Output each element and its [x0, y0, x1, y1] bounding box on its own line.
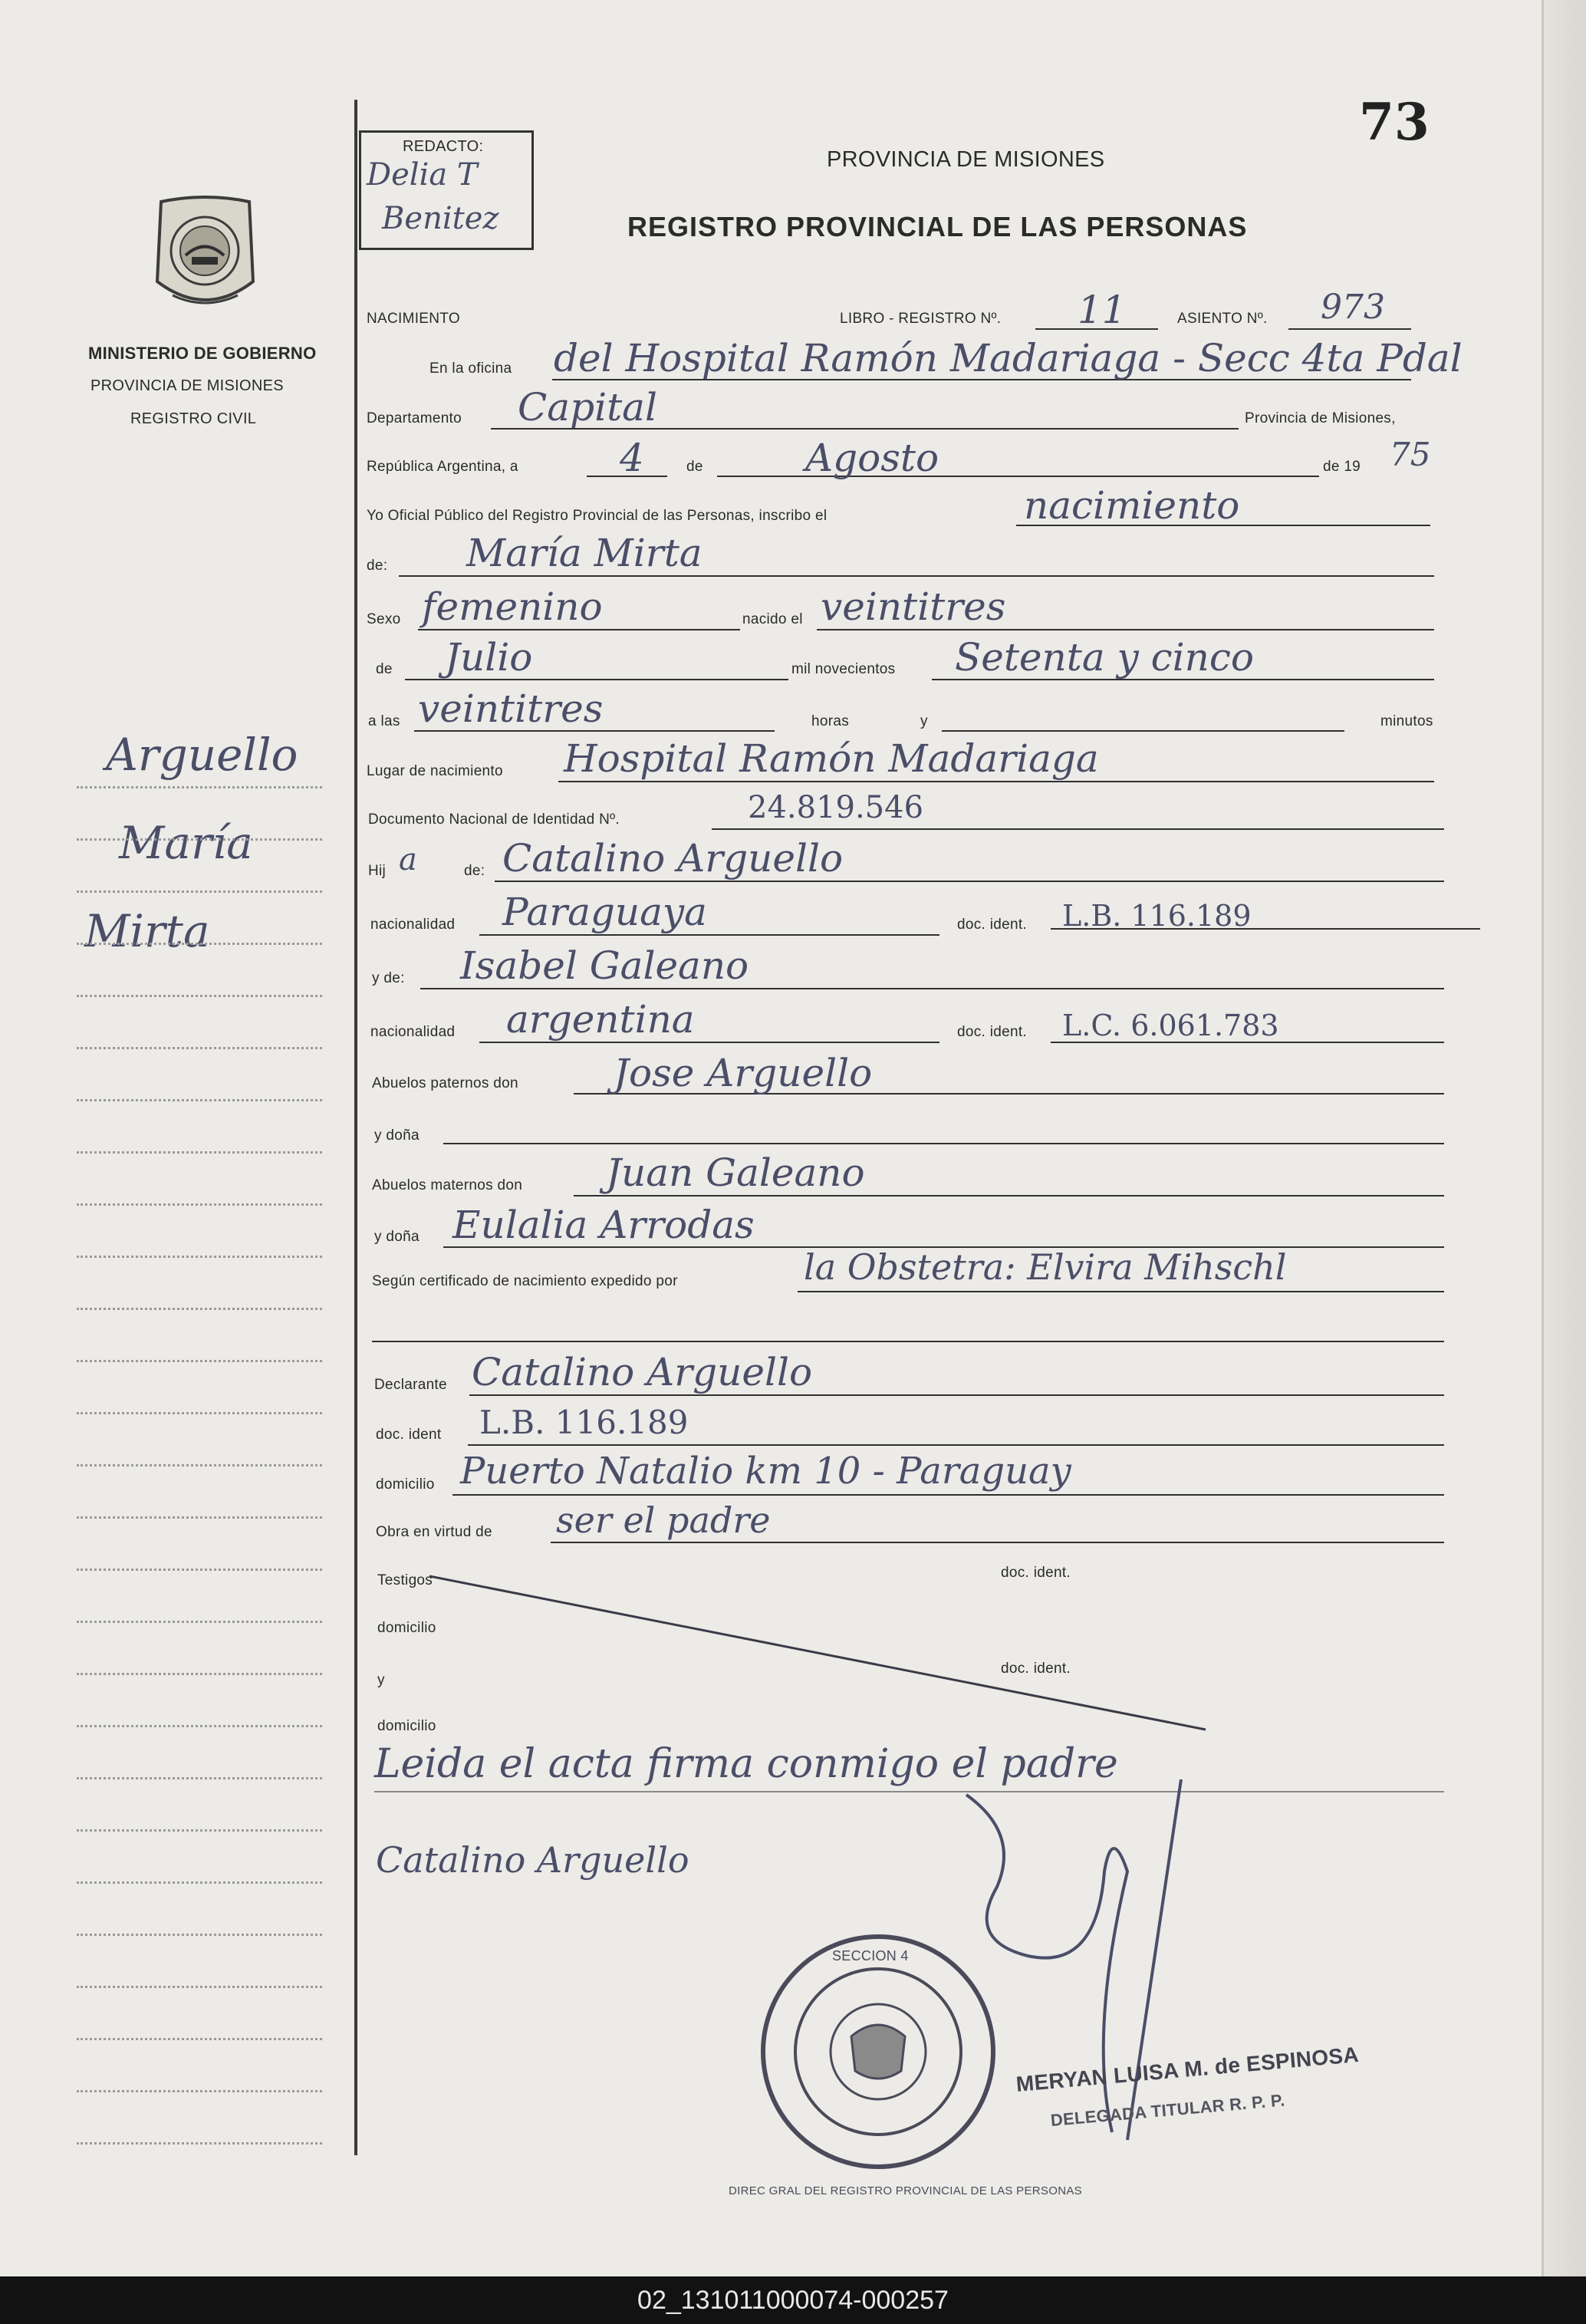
margin-dotted-line — [77, 1986, 322, 1988]
dni-value: 24.819.546 — [748, 790, 924, 825]
cross-out-line — [429, 1565, 1212, 1733]
madre-doc-value: L.C. 6.061.783 — [1062, 1009, 1279, 1042]
margin-dotted-line — [77, 1308, 322, 1310]
padre-doc-label: doc. ident. — [957, 917, 1027, 933]
leida-text: Leida el acta firma conmigo el padre — [374, 1741, 1118, 1787]
margin-dotted-line — [77, 1829, 322, 1832]
testigo1-domicilio-label: domicilio — [377, 1620, 436, 1636]
ab-pat-value: Jose Arguello — [614, 1051, 873, 1095]
record-type-label: NACIMIENTO — [367, 311, 460, 327]
padre-value: Catalino Arguello — [502, 836, 844, 881]
padre-doc-value: L.B. 116.189 — [1062, 899, 1252, 933]
ab-mat-label: Abuelos maternos don — [372, 1177, 523, 1193]
margin-dotted-line — [77, 995, 322, 997]
asiento-label: ASIENTO Nº. — [1177, 311, 1268, 327]
margin-dotted-line — [77, 2142, 322, 2145]
margin-dotted-line — [77, 2090, 322, 2092]
province-seal-icon — [146, 196, 265, 318]
dia-value: 4 — [620, 436, 644, 480]
inscribo-label: Yo Oficial Público del Registro Provincial de las Personas, inscribo el — [367, 508, 828, 524]
minutos-label: minutos — [1380, 713, 1433, 729]
registry-name: REGISTRO CIVIL — [130, 410, 257, 427]
margin-note-surname: Arguello — [106, 729, 298, 781]
stamp-inner-text: SECCION 4 — [832, 1948, 909, 1964]
hija-de-label: de: — [464, 863, 485, 879]
margin-dotted-line — [77, 1412, 322, 1414]
de-label: de — [686, 459, 703, 475]
inscribo-value: nacimiento — [1024, 483, 1240, 528]
oficina-label: En la oficina — [429, 360, 512, 377]
dni-label: Documento Nacional de Identidad Nº. — [368, 811, 620, 828]
margin-dotted-line — [77, 2038, 322, 2040]
delegate-name: MERYAN LUISA M. de ESPINOSA — [1015, 2042, 1360, 2096]
madre-doc-label: doc. ident. — [957, 1024, 1027, 1040]
margin-dotted-line — [77, 1777, 322, 1779]
nombre-value: María Mirta — [466, 531, 703, 575]
sexo-label: Sexo — [367, 611, 401, 627]
obra-value: ser el padre — [556, 1499, 771, 1541]
nacido-value: veintitres — [821, 584, 1006, 629]
lugar-value: Hospital Ramón Madariaga — [564, 736, 1099, 781]
redacto-name-line1: Delia T — [367, 157, 478, 193]
testigo2-y-label: y — [377, 1672, 385, 1688]
mes-value: Agosto — [805, 436, 939, 480]
testigo1-doc-label: doc. ident. — [1001, 1565, 1071, 1581]
scan-id-footer: 02_131011000074-000257 — [0, 2276, 1586, 2324]
margin-dotted-line — [77, 1673, 322, 1675]
departamento-label: Departamento — [367, 410, 462, 426]
madre-nac-label: nacionalidad — [370, 1024, 456, 1040]
margin-dotted-line — [77, 1151, 322, 1154]
margin-dotted-line — [77, 1569, 322, 1571]
domicilio-value: Puerto Natalio km 10 - Paraguay — [460, 1450, 1071, 1493]
margin-dotted-line — [77, 1203, 322, 1206]
republica-label: República Argentina, a — [367, 459, 518, 475]
mil-label: mil novecientos — [791, 661, 896, 677]
mes-nac-value: Julio — [445, 635, 533, 680]
ab-mat-dona-label: y doña — [374, 1229, 420, 1245]
registry-stamp-icon — [755, 1929, 1001, 2174]
horas-value: veintitres — [418, 686, 604, 731]
testigo2-doc-label: doc. ident. — [1001, 1661, 1071, 1677]
asiento-value: 973 — [1321, 288, 1385, 327]
provincia-label: Provincia de Misiones, — [1245, 410, 1396, 426]
redacto-name-line2: Benitez — [382, 201, 499, 236]
header-province: PROVINCIA DE MISIONES — [827, 147, 1105, 172]
hija-label: Hij — [368, 863, 387, 879]
margin-dotted-line — [77, 1464, 322, 1466]
left-province-name: PROVINCIA DE MISIONES — [90, 377, 284, 394]
anio-value: 75 — [1390, 436, 1431, 473]
header-title: REGISTRO PROVINCIAL DE LAS PERSONAS — [627, 211, 1248, 242]
ab-pat-label: Abuelos paternos don — [372, 1075, 518, 1091]
stamp-ring-text: DIREC GRAL DEL REGISTRO PROVINCIAL DE LAS PERSONAS — [729, 2184, 1082, 2197]
segun-value: la Obstetra: Elvira Mihschl — [804, 1246, 1287, 1288]
nombre-label: de: — [367, 558, 388, 574]
obra-label: Obra en virtud de — [376, 1524, 492, 1540]
libro-value: 11 — [1078, 288, 1127, 332]
margin-dotted-line — [77, 943, 322, 945]
page-number: 73 — [1359, 92, 1430, 152]
madre-nac-value: argentina — [506, 997, 695, 1042]
margin-dotted-line — [77, 1099, 322, 1101]
hija-value: a — [399, 842, 417, 877]
lugar-label: Lugar de nacimiento — [367, 763, 503, 779]
declarante-doc-label: doc. ident — [376, 1427, 442, 1443]
margin-dotted-line — [77, 1256, 322, 1258]
ab-pat-dona-label: y doña — [374, 1127, 420, 1144]
padre-nac-label: nacionalidad — [370, 917, 456, 933]
madre-label: y de: — [372, 970, 405, 986]
anio-prefix: de 19 — [1323, 459, 1361, 475]
padre-nac-value: Paraguaya — [502, 890, 707, 934]
margin-dotted-line — [77, 1621, 322, 1623]
margin-dotted-line — [77, 1047, 322, 1049]
page-fold-edge — [1542, 0, 1586, 2276]
nacido-label: nacido el — [742, 611, 803, 627]
margin-dotted-line — [77, 1725, 322, 1727]
ab-mat-dona-value: Eulalia Arrodas — [452, 1203, 755, 1247]
sexo-value: femenino — [422, 584, 603, 629]
testigos-label: Testigos — [377, 1572, 433, 1588]
segun-label: Según certificado de nacimiento expedido por — [372, 1273, 678, 1289]
margin-dotted-line — [77, 890, 322, 893]
alas-label: a las — [368, 713, 400, 729]
margin-note-name1: María — [119, 817, 253, 869]
departamento-value: Capital — [518, 385, 657, 430]
delegate-role: DELEGADA TITULAR R. P. P. — [1049, 2090, 1286, 2130]
margin-dotted-line — [77, 1516, 322, 1519]
y-label: y — [920, 713, 928, 729]
de3-label: de — [376, 661, 393, 677]
madre-value: Isabel Galeano — [460, 943, 749, 988]
margin-dotted-line — [77, 1360, 322, 1362]
margin-rule — [354, 100, 357, 2155]
margin-dotted-line — [77, 1881, 322, 1884]
ab-mat-value: Juan Galeano — [606, 1150, 865, 1195]
margin-dotted-line — [77, 838, 322, 841]
libro-label: LIBRO - REGISTRO Nº. — [840, 311, 1002, 327]
domicilio-label: domicilio — [376, 1476, 435, 1493]
declarante-doc-value: L.B. 116.189 — [479, 1404, 689, 1441]
testigo2-domicilio-label: domicilio — [377, 1718, 436, 1734]
declarante-label: Declarante — [374, 1377, 447, 1393]
redacto-label: REDACTO: — [403, 138, 484, 155]
anio-nac-value: Setenta y cinco — [955, 635, 1254, 680]
oficina-value: del Hospital Ramón Madariaga - Secc 4ta Pdal — [554, 336, 1463, 380]
declarante-value: Catalino Arguello — [472, 1350, 813, 1394]
margin-note-name2: Mirta — [84, 905, 210, 957]
ministry-name: MINISTERIO DE GOBIERNO — [88, 344, 317, 363]
margin-dotted-line — [77, 1934, 322, 1936]
margin-dotted-line — [77, 786, 322, 788]
declarante-signature: Catalino Arguello — [376, 1839, 689, 1881]
horas-label: horas — [811, 713, 850, 729]
